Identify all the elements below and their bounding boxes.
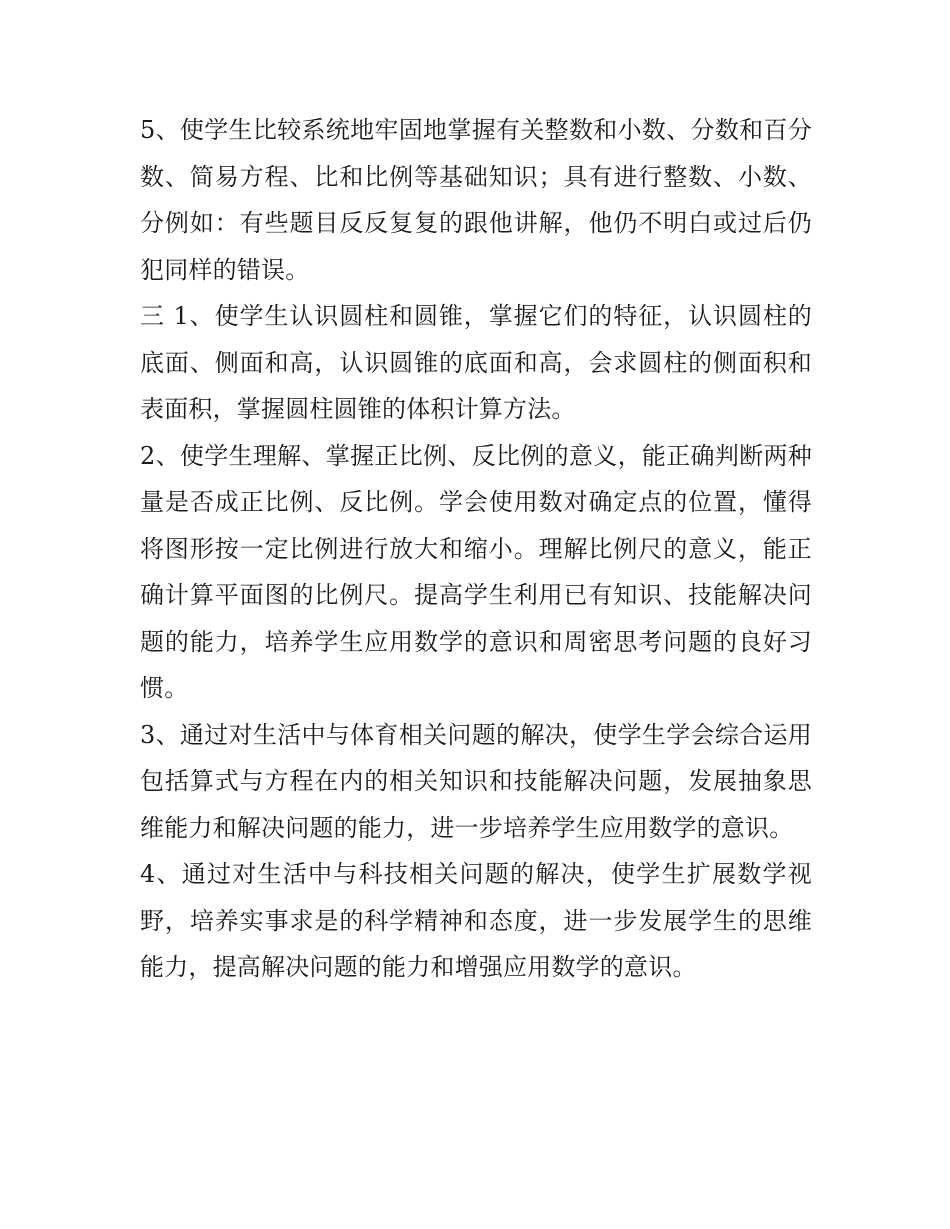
document-body	[140, 107, 812, 991]
paragraph-objective-5: 5、使学生比较系统地牢固地掌握有关整数和小数、分数和百分数、简易方程、比和比例等基础知识；具有进行整数、小数、分例如：有些题目反反复复的跟他讲解，他仍不明白或过后仍犯同样的错误。	[140, 116, 812, 284]
paragraph-objective-4: 4、通过对生活中与科技相关问题的解决，使学生扩展数学视野，培养实事求是的科学精神和态度，进一步发展学生的思维能力，提高解决问题的能力和增强应用数学的意识。	[140, 860, 812, 981]
paragraph-section-3-objective-1: 三 1、使学生认识圆柱和圆锥，掌握它们的特征，认识圆柱的底面、侧面和高，认识圆锥的底面和高，会求圆柱的侧面积和表面积，掌握圆柱圆锥的体积计算方法。	[140, 302, 812, 423]
paragraph-objective-3: 3、通过对生活中与体育相关问题的解决，使学生学会综合运用包括算式与方程在内的相关知识和技能解决问题，发展抽象思维能力和解决问题的能力，进一步培养学生应用数学的意识。	[140, 720, 812, 842]
paragraph-objective-2: 2、使学生理解、掌握正比例、反比例的意义，能正确判断两种量是否成正比例、反比例。学会使用数对确定点的位置，懂得将图形按一定比例进行放大和缩小。理解比例尺的意义，能正确计算平面图的比例尺。提高学生利用已有知识、技能解决问题的能力，培养学生应用数学的意识和周密思考问题的良好习惯。	[140, 441, 812, 702]
